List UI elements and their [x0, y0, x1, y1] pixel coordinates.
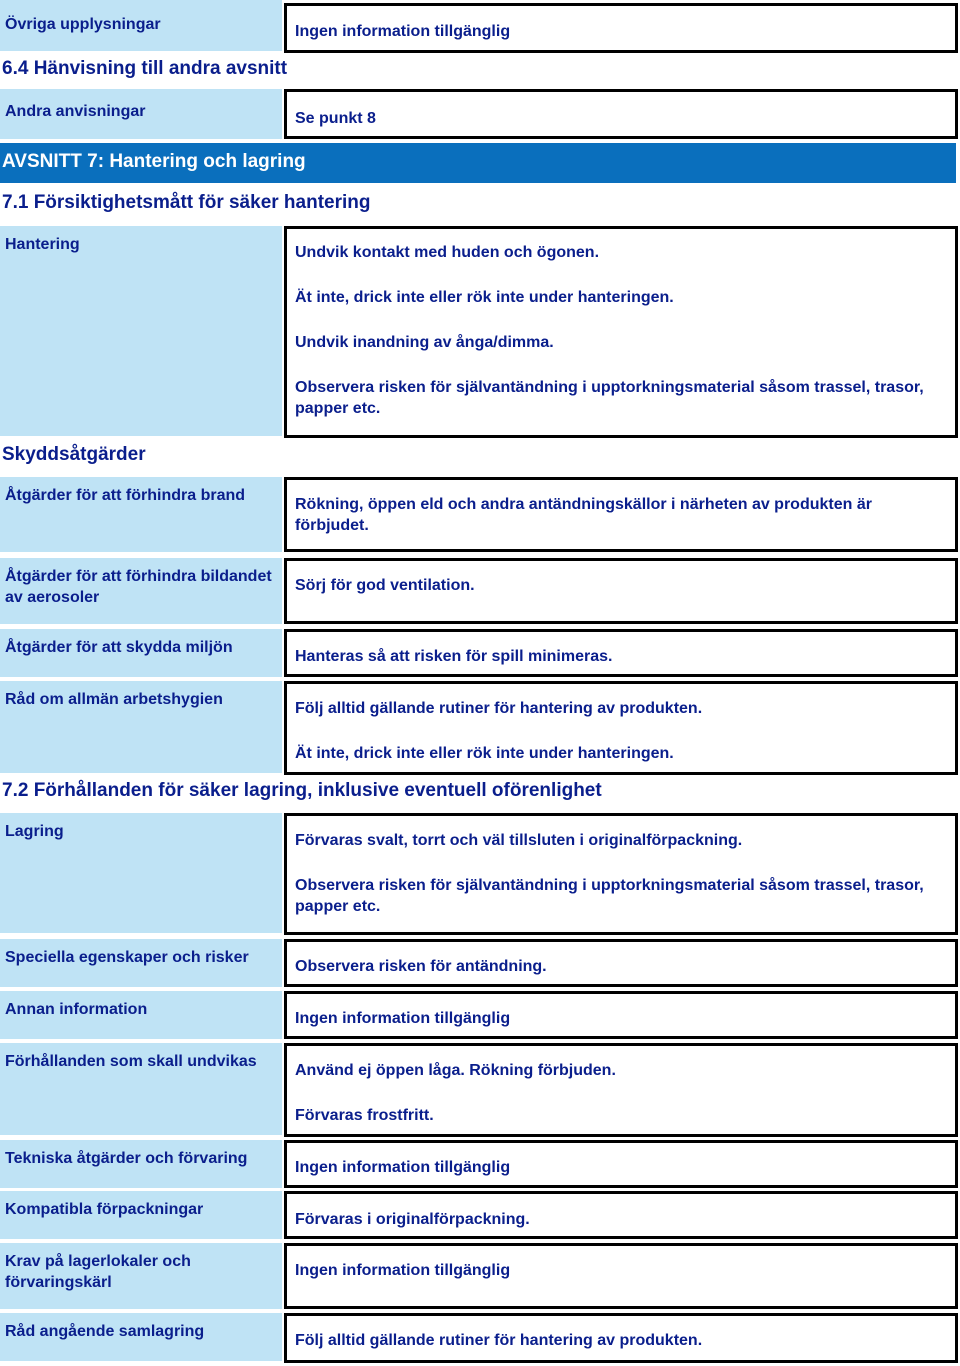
value-andra-anvisningar	[284, 89, 958, 139]
label-miljon: Åtgärder för att skydda miljön	[0, 629, 282, 677]
value-text: Följ alltid gällande rutiner för hantering av produkten.	[295, 700, 703, 717]
value-text: Förvaras svalt, torrt och väl tillsluten i originalförpackning.	[295, 832, 743, 849]
value-text: Sörj för god ventilation.	[295, 577, 475, 594]
value-text: Se punkt 8	[295, 110, 376, 127]
value-text: Undvik inandning av ånga/dimma.	[295, 334, 554, 351]
label-lagring: Lagring	[0, 813, 282, 933]
value-tekniska	[284, 1140, 958, 1188]
value-text: Undvik kontakt med huden och ögonen.	[295, 244, 600, 261]
value-text: Använd ej öppen låga. Rökning förbjuden.	[295, 1062, 616, 1079]
label-ovriga: Övriga upplysningar	[0, 0, 282, 51]
value-krav-lagerlokaler	[284, 1243, 958, 1309]
value-text: Ät inte, drick inte eller rök inte under hanteringen.	[295, 289, 674, 306]
value-hantering	[284, 226, 958, 438]
label-speciella-risker: Speciella egenskaper och risker	[0, 939, 282, 987]
heading-7-2: 7.2 Förhållanden för säker lagring, inklusive eventuell oförenlighet	[2, 780, 602, 801]
label-andra-anvisningar: Andra anvisningar	[0, 89, 282, 139]
value-aerosoler	[284, 558, 958, 624]
label-tekniska: Tekniska åtgärder och förvaring	[0, 1140, 282, 1188]
value-arbetshygien	[284, 681, 958, 775]
value-ovriga	[284, 3, 958, 53]
label-annan-information: Annan information	[0, 991, 282, 1039]
heading-7-1: 7.1 Försiktighetsmått för säker hantering	[2, 192, 371, 213]
value-speciella-risker	[284, 939, 958, 987]
value-text: Ingen information tillgänglig	[295, 1010, 511, 1027]
value-text: Förvaras i originalförpackning.	[295, 1211, 530, 1228]
value-undvikas	[284, 1043, 958, 1137]
label-undvikas: Förhållanden som skall undvikas	[0, 1043, 282, 1135]
label-kompatibla: Kompatibla förpackningar	[0, 1191, 282, 1239]
value-kompatibla	[284, 1191, 958, 1239]
value-samlagring	[284, 1313, 958, 1363]
label-aerosoler: Åtgärder för att förhindra bildandet av aerosoler	[0, 558, 282, 624]
heading-6-4: 6.4 Hänvisning till andra avsnitt	[2, 58, 288, 79]
label-arbetshygien: Råd om allmän arbetshygien	[0, 681, 282, 773]
value-text: Ingen information tillgänglig	[295, 23, 511, 40]
value-text: Förvaras frostfritt.	[295, 1107, 434, 1124]
label-hantering: Hantering	[0, 226, 282, 436]
section-7-header: AVSNITT 7: Hantering och lagring	[0, 143, 956, 183]
value-text: Följ alltid gällande rutiner för hantering av produkten.	[295, 1332, 703, 1349]
label-krav-lagerlokaler: Krav på lagerlokaler och förvaringskärl	[0, 1243, 282, 1309]
value-text: Ingen information tillgänglig	[295, 1262, 511, 1279]
label-brand: Åtgärder för att förhindra brand	[0, 477, 282, 552]
value-text: Ingen information tillgänglig	[295, 1159, 511, 1176]
value-annan-information	[284, 991, 958, 1039]
value-text: Observera risken för självantändning i upptorkningsmaterial såsom trassel, trasor, papper etc.	[295, 877, 924, 915]
value-miljon	[284, 629, 958, 677]
heading-skyddsatgarder: Skyddsåtgärder	[2, 444, 146, 465]
value-text: Observera risken för antändning.	[295, 958, 547, 975]
value-text: Hanteras så att risken för spill minimeras.	[295, 648, 613, 665]
value-brand	[284, 477, 958, 552]
value-text: Rökning, öppen eld och andra antändningskällor i närheten av produkten är förbjudet.	[295, 496, 872, 534]
value-text: Observera risken för självantändning i upptorkningsmaterial såsom trassel, trasor, papper etc.	[295, 379, 924, 417]
label-samlagring: Råd angående samlagring	[0, 1313, 282, 1361]
value-text: Ät inte, drick inte eller rök inte under hanteringen.	[295, 745, 674, 762]
value-lagring	[284, 813, 958, 935]
